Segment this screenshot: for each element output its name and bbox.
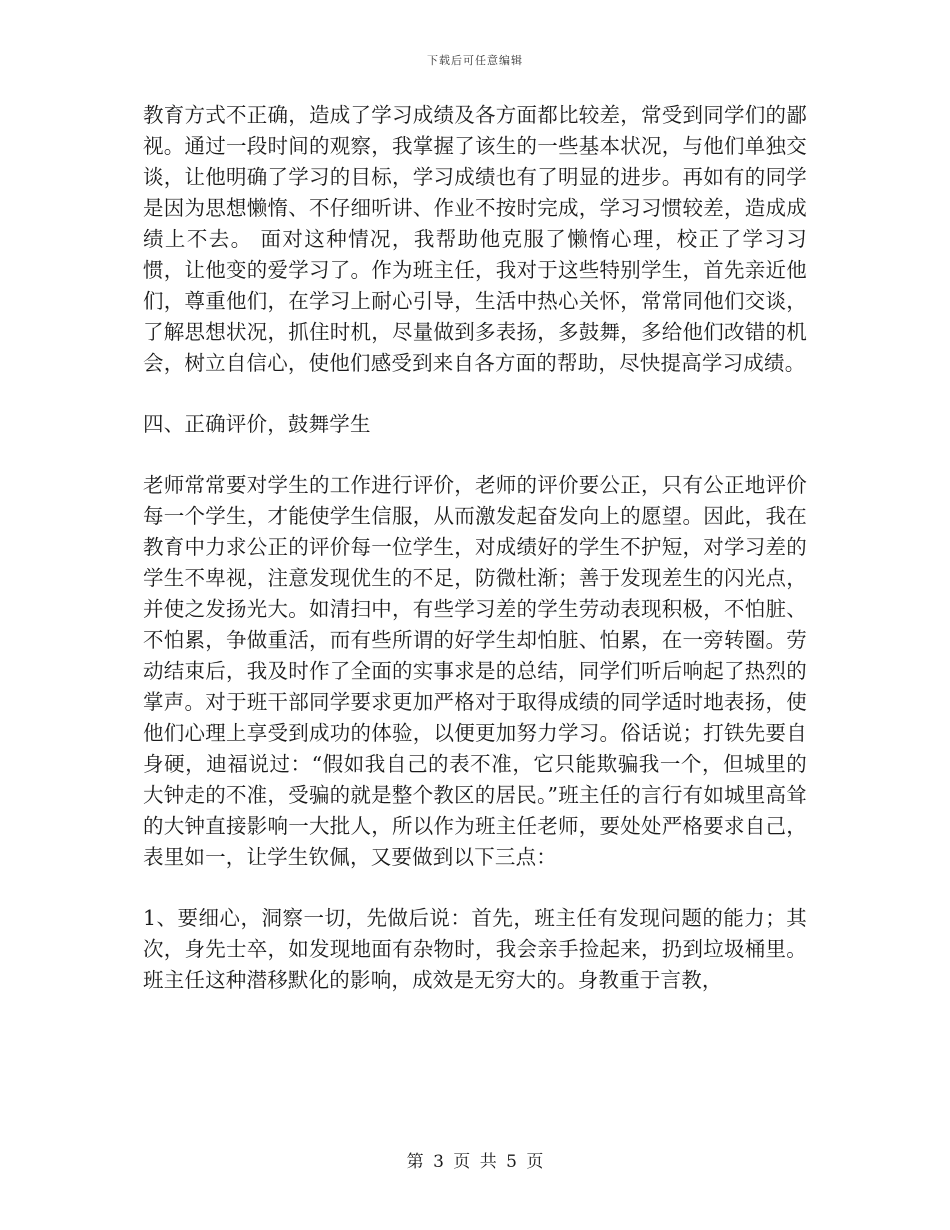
document-body <box>143 100 807 996</box>
paragraph: 教育方式不正确，造成了学习成绩及各方面都比较差，常受到同学们的鄙视。通过一段时间的观察，我掌握了该生的一些基本状况，与他们单独交谈，让他明确了学习的目标，学习成绩也有了明显的进步。再如有的同学是因为思想懒惰、不仔细听讲、作业不按时完成，学习习惯较差，造成成绩上不去。 面对这种情况，我帮助他克服了懒惰心理，校正了学习习惯，让他变的爱学习了。作为班主任，我对于这些特别学生，首先亲近他们，尊重他们，在学习上耐心引导，生活中热心关怀，常常同他们交谈，了解思想状况，抓住时机，尽量做到多表扬，多鼓舞，多给他们改错的机会，树立自信心，使他们感受到来自各方面的帮助，尽快提高学习成绩。 <box>143 103 807 375</box>
page-number: 第 3 页 共 5 页 <box>406 1152 544 1172</box>
paragraph: 1、要细心，洞察一切，先做后说：首先，班主任有发现问题的能力；其次，身先士卒，如发现地面有杂物时，我会亲手捡起来，扔到垃圾桶里。班主任这种潜移默化的影响，成效是无穷大的。身教重于言教， <box>143 906 807 992</box>
page-header: 下载后可任意编辑 <box>427 54 523 67</box>
paragraph: 老师常常要对学生的工作进行评价，老师的评价要公正，只有公正地评价每一个学生，才能使学生信服，从而激发起奋发向上的愿望。因此，我在教育中力求公正的评价每一位学生，对成绩好的学生不护短，对学习差的学生不卑视，注意发现优生的不足，防微杜渐；善于发现差生的闪光点，并使之发扬光大。如清扫中，有些学习差的学生劳动表现积极，不怕脏、不怕累，争做重活，而有些所谓的好学生却怕脏、怕累，在一旁转圈。劳动结束后，我及时作了全面的实事求是的总结，同学们听后响起了热烈的掌声。对于班干部同学要求更加严格对于取得成绩的同学适时地表扬，使他们心理上享受到成功的体验，以便更加努力学习。俗话说；打铁先要自身硬，迪福说过：“假如我自己的表不准，它只能欺骗我一个，但城里的大钟走的不准，受骗的就是整个教区的居民。”班主任的言行有如城里高耸的大钟直接影响一大批人，所以作为班主任老师，要处处严格要求自己，表里如一，让学生钦佩，又要做到以下三点： <box>143 473 807 869</box>
section-heading: 四、正确评价，鼓舞学生 <box>143 412 371 436</box>
